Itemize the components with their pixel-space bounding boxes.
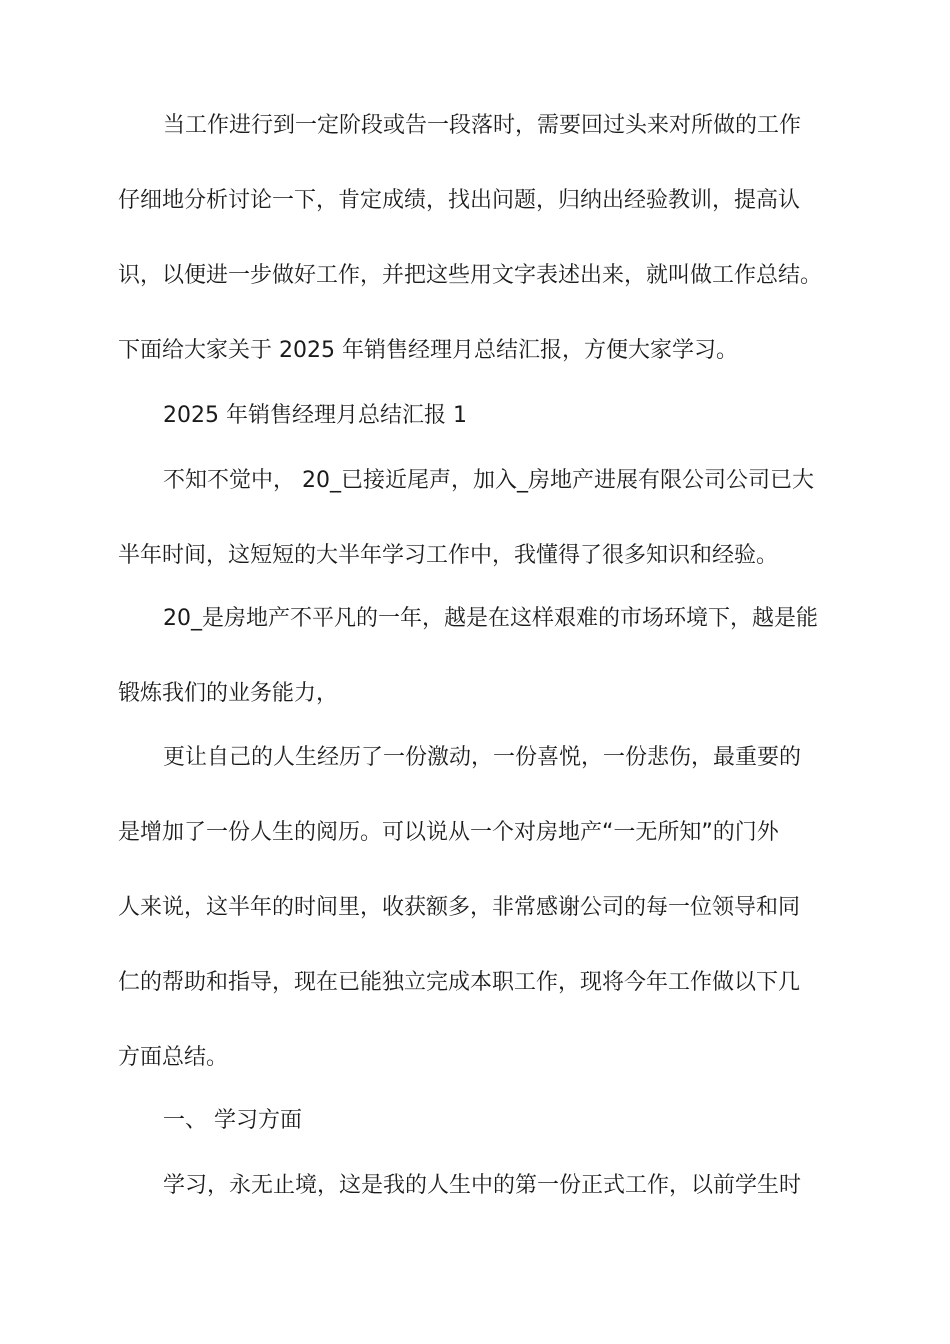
paragraph-2-line-2: 锻炼我们的业务能力， — [118, 681, 339, 706]
paragraph-intro-line-3: 识，以便进一步做好工作，并把这些用文字表述出来，就叫做工作总结。 — [118, 263, 823, 288]
paragraph-intro-line-1: 当工作进行到一定阶段或告一段落时，需要回过头来对所做的工作 — [163, 113, 802, 138]
paragraph-3-line-5: 方面总结。 — [118, 1045, 229, 1070]
paragraph-1-line-1: 不知不觉中， 20_已接近尾声，加入_房地产进展有限公司公司已大 — [163, 468, 814, 493]
paragraph-1-line-2: 半年时间，这短短的大半年学习工作中，我懂得了很多知识和经验。 — [118, 543, 779, 568]
paragraph-intro-line-4: 下面给大家关于 2025 年销售经理月总结汇报，方便大家学习。 — [118, 338, 738, 363]
paragraph-3-line-1: 更让自己的人生经历了一份激动，一份喜悦，一份悲伤，最重要的 — [163, 745, 802, 770]
paragraph-3-line-4: 仁的帮助和指导，现在已能独立完成本职工作，现将今年工作做以下几 — [118, 970, 801, 995]
paragraph-3-line-3: 人来说，这半年的时间里，收获额多，非常感谢公司的每一位领导和同 — [118, 895, 801, 920]
paragraph-2-line-1: 20_是房地产不平凡的一年，越是在这样艰难的市场环境下，越是能 — [163, 606, 818, 631]
paragraph-4-line-1: 学习，永无止境，这是我的人生中的第一份正式工作，以前学生时 — [163, 1173, 802, 1198]
paragraph-3-line-2: 是增加了一份人生的阅历。可以说从一个对房地产“一无所知”的门外 — [118, 820, 779, 845]
paragraph-intro-line-2: 仔细地分析讨论一下，肯定成绩，找出问题，归纳出经验教训，提高认 — [118, 188, 801, 213]
section-title: 2025 年销售经理月总结汇报 1 — [163, 403, 467, 428]
subsection-heading: 一、 学习方面 — [163, 1108, 302, 1133]
